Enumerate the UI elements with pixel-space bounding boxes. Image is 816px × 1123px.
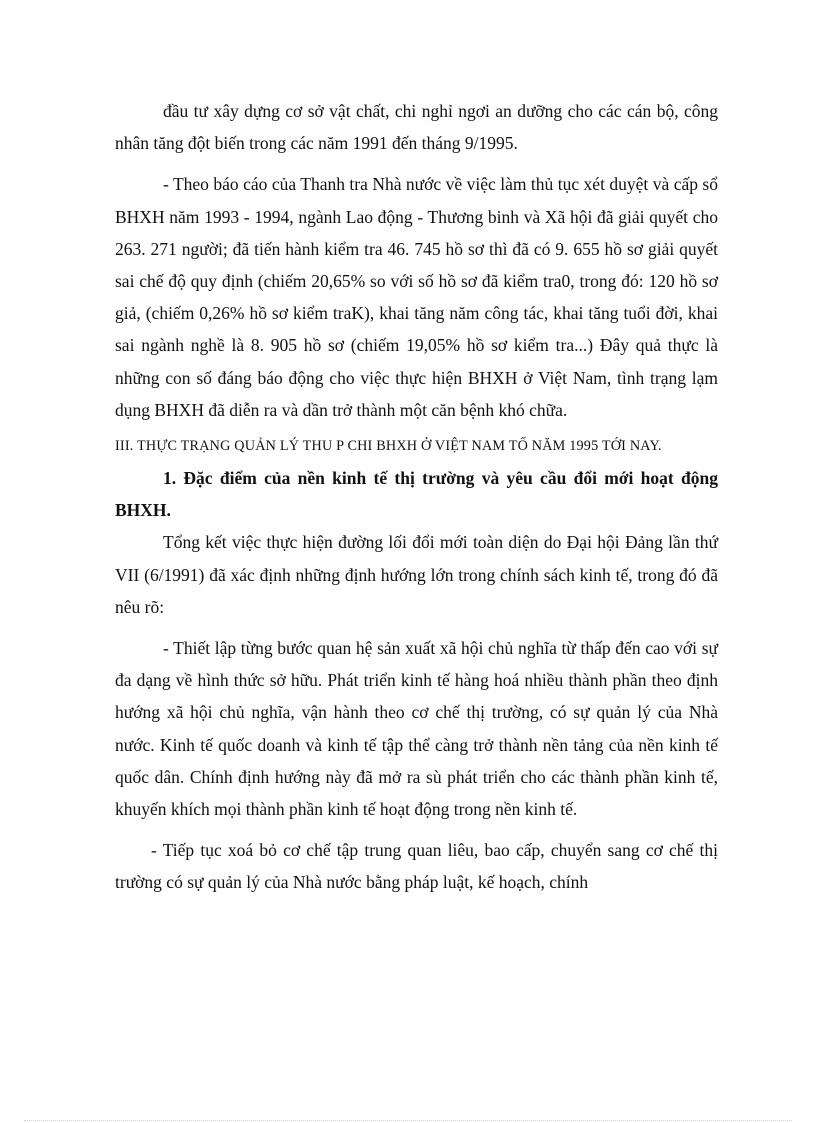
- paragraph-summary: Tổng kết việc thực hiện đường lối đổi mới toàn diện do Đại hội Đảng lần thứ VII (6/1991) đã xác định những định hướng lớn trong chính sách kinh tế, trong đó đã nêu rõ:: [115, 532, 718, 617]
- paragraph-inspection-report: - Theo báo cáo của Thanh tra Nhà nước về việc làm thủ tục xét duyệt và cấp sổ BHXH năm 1993 - 1994, ngành Lao động - Thương binh và Xã hội đã giải quyết cho 263. 271 người; đã tiến hành kiểm tra 46. 745 hồ sơ thì đã có 9. 655 hồ sơ giải quyết sai chế độ quy định (chiếm 20,65% so với số hồ sơ đã kiểm tra0, trong đó: 120 hồ sơ giả, (chiếm 0,26% hồ sơ kiểm traK), khai tăng năm công tác, khai tăng tuổi đời, khai sai ngành nghề là 8. 905 hồ sơ (chiếm 19,05% hồ sơ kiểm tra...) Đây quả thực là những con số đáng báo động cho việc thực hiện BHXH ở Việt Nam, tình trạng lạm dụng BHXH đã diễn ra và dần trở thành một căn bệnh khó chữa.: [115, 174, 718, 420]
- subsection-heading-1: 1. Đặc điểm của nền kinh tế thị trường và yêu cầu đổi mới hoạt động BHXH.: [115, 468, 718, 521]
- paragraph-continuation: đầu tư xây dựng cơ sở vật chất, chi nghỉ ngơi an dưỡng cho các cán bộ, công nhân tăng đột biến trong các năm 1991 đến tháng 9/1995.: [115, 101, 718, 154]
- section-heading-iii: III. THỰC TRẠNG QUẢN LÝ THU P CHI BHXH Ở VIỆT NAM TỐ NĂM 1995 TỚI NAY.: [115, 438, 662, 455]
- paragraph-production-relations: - Thiết lập từng bước quan hệ sản xuất xã hội chủ nghĩa từ thấp đến cao với sự đa dạng về hình thức sở hữu. Phát triển kinh tế hàng hoá nhiều thành phần theo định hướng xã hội chủ nghĩa, vận hành theo cơ chế thị trường, có sự quản lý của Nhà nước. Kinh tế quốc doanh và kinh tế tập thể càng trở thành nền tảng của nền kinh tế quốc dân. Chính định hướng này đã mở ra sù phát triển cho các thành phần kinh tế, khuyến khích mọi thành phần kinh tế hoạt động trong nền kinh tế.: [115, 638, 718, 820]
- paragraph-market-mechanism: - Tiếp tục xoá bỏ cơ chế tập trung quan liêu, bao cấp, chuyển sang cơ chế thị trường có sự quản lý của Nhà nước bằng pháp luật, kế hoạch, chính: [115, 840, 718, 893]
- document-body: [115, 95, 718, 899]
- page-bottom-divider: [24, 1120, 792, 1121]
